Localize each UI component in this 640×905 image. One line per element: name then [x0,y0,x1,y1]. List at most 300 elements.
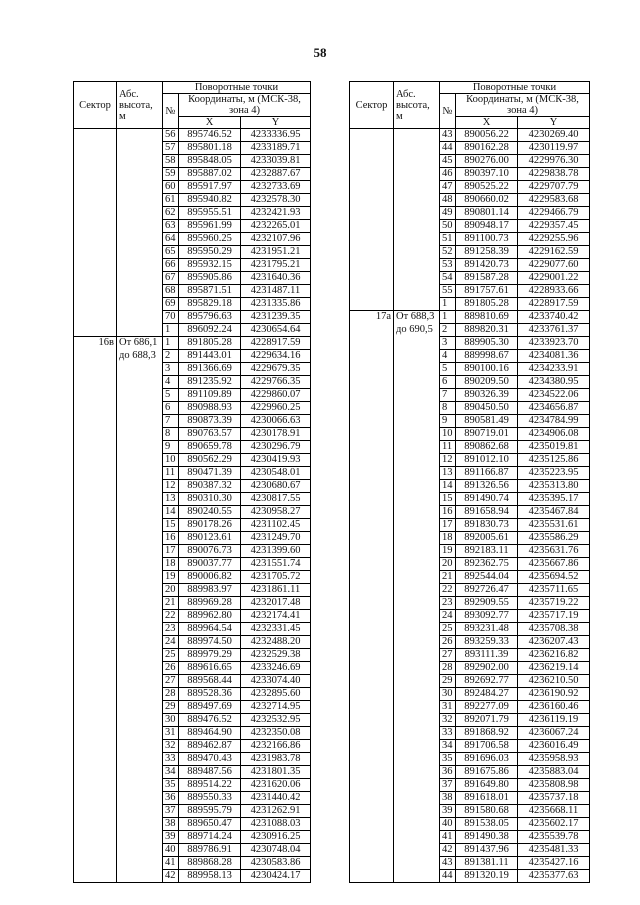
x-coordinate-cell: 889962.80 [179,610,241,623]
point-number-cell: 44 [440,142,456,155]
x-coordinate-cell: 891868.92 [456,727,518,740]
sector-cell [74,246,117,259]
x-coordinate-cell: 895905.86 [179,272,241,285]
altitude-cell [117,844,163,857]
altitude-cell [117,649,163,662]
table-row [350,350,590,363]
sector-cell [350,636,394,649]
table-row [350,597,590,610]
point-number-cell: 59 [163,168,179,181]
sector-cell [74,480,117,493]
x-coordinate-cell: 892909.55 [456,597,518,610]
sector-cell [350,779,394,792]
point-number-cell: 56 [163,129,179,142]
point-number-cell: 38 [440,792,456,805]
y-coordinate-cell: 4233740.42 [518,311,590,324]
point-number-cell: 34 [163,766,179,779]
x-coordinate-cell: 889464.90 [179,727,241,740]
sector-cell [74,584,117,597]
y-coordinate-cell: 4232350.08 [241,727,311,740]
x-coordinate-cell: 893111.39 [456,649,518,662]
point-number-cell: 2 [440,324,456,337]
sector-cell [350,350,394,363]
point-number-cell: 17 [163,545,179,558]
point-number-cell: 62 [163,207,179,220]
table-row [74,675,311,688]
table-row [350,181,590,194]
x-coordinate-cell: 893231.48 [456,623,518,636]
sector-cell [74,363,117,376]
y-coordinate-cell: 4230916.25 [241,831,311,844]
point-number-cell: 43 [440,857,456,870]
y-coordinate-cell: 4232895.60 [241,688,311,701]
x-coordinate-cell: 891420.73 [456,259,518,272]
x-coordinate-cell: 891805.28 [456,298,518,311]
altitude-cell [394,831,440,844]
table-row [74,259,311,272]
point-number-cell: 47 [440,181,456,194]
altitude-cell [394,493,440,506]
table-row [74,272,311,285]
altitude-cell [117,311,163,324]
table-row [74,610,311,623]
sector-cell [74,532,117,545]
y-coordinate-cell: 4228917.59 [518,298,590,311]
table-row [74,571,311,584]
point-number-cell: 31 [440,701,456,714]
table-row [74,753,311,766]
altitude-cell [394,155,440,168]
point-number-cell: 23 [163,623,179,636]
altitude-cell [394,857,440,870]
point-number-cell: 34 [440,740,456,753]
sector-cell [350,415,394,428]
table-row [74,363,311,376]
table-row [350,467,590,480]
y-coordinate-cell: 4229466.79 [518,207,590,220]
y-coordinate-cell: 4234656.87 [518,402,590,415]
y-coordinate-cell: 4235719.22 [518,597,590,610]
sector-cell [350,519,394,532]
x-coordinate-cell: 889868.28 [179,857,241,870]
y-coordinate-cell: 4233074.40 [241,675,311,688]
sector-cell [74,792,117,805]
header-sector: Сектор [74,82,117,129]
y-coordinate-cell: 4232488.20 [241,636,311,649]
point-number-cell: 15 [440,493,456,506]
x-coordinate-cell: 895746.52 [179,129,241,142]
y-coordinate-cell: 4234233.91 [518,363,590,376]
x-coordinate-cell: 890988.93 [179,402,241,415]
point-number-cell: 37 [163,805,179,818]
x-coordinate-cell: 890178.26 [179,519,241,532]
point-number-cell: 1 [440,298,456,311]
y-coordinate-cell: 4229707.79 [518,181,590,194]
table-row [74,870,311,883]
sector-cell [350,246,394,259]
table-row [74,766,311,779]
y-coordinate-cell: 4230296.79 [241,441,311,454]
point-number-cell: 61 [163,194,179,207]
y-coordinate-cell: 4235737.18 [518,792,590,805]
sector-cell [74,558,117,571]
table-row [74,168,311,181]
y-coordinate-cell: 4235539.78 [518,831,590,844]
table-row [350,662,590,675]
header-altitude-line2: высота, [396,99,430,111]
x-coordinate-cell: 890525.22 [456,181,518,194]
y-coordinate-cell: 4231399.60 [241,545,311,558]
table-row [350,129,590,142]
x-coordinate-cell: 891320.19 [456,870,518,883]
table-row [74,636,311,649]
sector-cell [74,311,117,324]
table-row [350,311,590,324]
table-row [350,753,590,766]
point-number-cell: 53 [440,259,456,272]
sector-cell [74,675,117,688]
y-coordinate-cell: 4232174.41 [241,610,311,623]
sector-cell [74,636,117,649]
x-coordinate-cell: 892277.09 [456,701,518,714]
altitude-cell [394,610,440,623]
table-row [74,740,311,753]
y-coordinate-cell: 4229960.25 [241,402,311,415]
point-number-cell: 8 [163,428,179,441]
sector-cell [74,441,117,454]
sector-cell [350,493,394,506]
x-coordinate-cell: 892692.77 [456,675,518,688]
y-coordinate-cell: 4231249.70 [241,532,311,545]
x-coordinate-cell: 889958.13 [179,870,241,883]
table-row [74,844,311,857]
point-number-cell: 24 [163,636,179,649]
table-row [350,623,590,636]
y-coordinate-cell: 4235019.81 [518,441,590,454]
altitude-cell [117,558,163,571]
point-number-cell: 20 [440,558,456,571]
y-coordinate-cell: 4235377.63 [518,870,590,883]
point-number-cell: 13 [163,493,179,506]
x-coordinate-cell: 890562.29 [179,454,241,467]
point-number-cell: 11 [440,441,456,454]
point-number-cell: 70 [163,311,179,324]
y-coordinate-cell: 4235717.19 [518,610,590,623]
y-coordinate-cell: 4234784.99 [518,415,590,428]
altitude-cell [117,259,163,272]
altitude-cell [117,740,163,753]
x-coordinate-cell: 891235.92 [179,376,241,389]
sector-cell [350,441,394,454]
sector-cell [74,259,117,272]
sector-cell: 16в [74,337,117,350]
table-row [74,233,311,246]
sector-cell [350,142,394,155]
point-number-cell: 9 [440,415,456,428]
y-coordinate-cell: 4236067.24 [518,727,590,740]
table-row [74,545,311,558]
sector-cell [350,818,394,831]
table-row [350,831,590,844]
sector-cell [350,766,394,779]
altitude-cell [394,740,440,753]
table-row [350,714,590,727]
y-coordinate-cell: 4235223.95 [518,467,590,480]
altitude-cell [117,142,163,155]
x-coordinate-cell: 895917.97 [179,181,241,194]
x-coordinate-cell: 889476.52 [179,714,241,727]
table-row [74,376,311,389]
table-row [74,129,311,142]
y-coordinate-cell: 4233761.37 [518,324,590,337]
altitude-cell [394,701,440,714]
x-coordinate-cell: 889820.31 [456,324,518,337]
table-row [350,675,590,688]
sector-cell [350,298,394,311]
table-row [350,857,590,870]
table-row [350,441,590,454]
header-altitude [117,82,163,129]
point-number-cell: 26 [440,636,456,649]
table-row [350,701,590,714]
y-coordinate-cell: 4231861.11 [241,584,311,597]
y-coordinate-cell: 4231262.91 [241,805,311,818]
point-number-cell: 10 [163,454,179,467]
y-coordinate-cell: 4236160.46 [518,701,590,714]
x-coordinate-cell: 895955.51 [179,207,241,220]
y-coordinate-cell: 4230424.17 [241,870,311,883]
x-coordinate-cell: 889528.36 [179,688,241,701]
y-coordinate-cell: 4233039.81 [241,155,311,168]
header-coordinates-line2: зона 4) [507,105,538,116]
point-number-cell: 42 [163,870,179,883]
x-coordinate-cell: 889462.87 [179,740,241,753]
x-coordinate-cell: 891109.89 [179,389,241,402]
table-row [350,389,590,402]
table-row [350,779,590,792]
x-coordinate-cell: 889595.79 [179,805,241,818]
altitude-cell [117,571,163,584]
altitude-cell [117,194,163,207]
y-coordinate-cell: 4229838.78 [518,168,590,181]
sector-cell [74,467,117,480]
point-number-cell: 1 [163,324,179,337]
header-coordinates [179,94,311,117]
header-altitude-line2: высота, [119,99,153,111]
table-row [74,623,311,636]
point-number-cell: 41 [440,831,456,844]
y-coordinate-cell: 4232887.67 [241,168,311,181]
sector-cell [350,558,394,571]
altitude-cell [394,675,440,688]
point-number-cell: 20 [163,584,179,597]
table-row [350,402,590,415]
point-number-cell: 18 [163,558,179,571]
table-row [350,506,590,519]
sector-cell [350,402,394,415]
sector-cell [74,766,117,779]
x-coordinate-cell: 891538.05 [456,818,518,831]
altitude-cell [117,792,163,805]
altitude-cell [394,519,440,532]
point-number-cell: 35 [440,753,456,766]
altitude-cell: до 690,5 [394,324,440,337]
point-number-cell: 42 [440,844,456,857]
altitude-cell [394,415,440,428]
y-coordinate-cell: 4231983.78 [241,753,311,766]
x-coordinate-cell: 895950.29 [179,246,241,259]
table-row [350,493,590,506]
x-coordinate-cell: 891757.61 [456,285,518,298]
sector-cell [350,168,394,181]
x-coordinate-cell: 889616.65 [179,662,241,675]
sector-cell [74,220,117,233]
altitude-cell [117,805,163,818]
altitude-cell [117,545,163,558]
point-number-cell: 57 [163,142,179,155]
header-altitude-line3: м [396,110,403,122]
header-altitude-line1: Абс. [119,88,139,100]
point-number-cell: 19 [440,545,456,558]
y-coordinate-cell: 4235631.76 [518,545,590,558]
sector-cell [350,337,394,350]
altitude-cell [117,493,163,506]
sector-cell [74,649,117,662]
y-coordinate-cell: 4231487.11 [241,285,311,298]
x-coordinate-cell: 890209.50 [456,376,518,389]
x-coordinate-cell: 891326.56 [456,480,518,493]
point-number-cell: 1 [163,337,179,350]
table-row [350,298,590,311]
x-coordinate-cell: 895932.15 [179,259,241,272]
sector-cell [74,233,117,246]
table-row [74,779,311,792]
x-coordinate-cell: 890276.00 [456,155,518,168]
sector-cell [74,740,117,753]
sector-cell [350,285,394,298]
table-row [350,480,590,493]
sector-cell [350,545,394,558]
table-row [350,532,590,545]
y-coordinate-cell: 4230583.86 [241,857,311,870]
sector-cell [350,701,394,714]
sector-cell [350,272,394,285]
sector-cell [74,753,117,766]
altitude-cell [394,168,440,181]
point-number-cell: 14 [163,506,179,519]
x-coordinate-cell: 891443.01 [179,350,241,363]
altitude-cell [117,402,163,415]
table-row [74,558,311,571]
altitude-cell [117,519,163,532]
point-number-cell: 39 [163,831,179,844]
y-coordinate-cell: 4232017.48 [241,597,311,610]
sector-cell [74,493,117,506]
point-number-cell: 26 [163,662,179,675]
point-number-cell: 69 [163,298,179,311]
point-number-cell: 1 [440,311,456,324]
sector-cell [350,220,394,233]
sector-cell [74,727,117,740]
table-row [74,441,311,454]
table-row [74,467,311,480]
table-row [74,714,311,727]
altitude-cell [394,766,440,779]
point-number-cell: 39 [440,805,456,818]
point-number-cell: 50 [440,220,456,233]
y-coordinate-cell: 4235808.98 [518,779,590,792]
point-number-cell: 21 [440,571,456,584]
y-coordinate-cell: 4230178.91 [241,428,311,441]
header-turn-points: Поворотные точки [163,82,311,94]
y-coordinate-cell: 4232578.30 [241,194,311,207]
y-coordinate-cell: 4231335.86 [241,298,311,311]
x-coordinate-cell: 890310.30 [179,493,241,506]
sector-cell [74,857,117,870]
x-coordinate-cell: 895796.63 [179,311,241,324]
point-number-cell: 67 [163,272,179,285]
sector-cell [74,142,117,155]
x-coordinate-cell: 890100.16 [456,363,518,376]
sector-cell [350,467,394,480]
sector-cell [74,207,117,220]
y-coordinate-cell: 4230748.04 [241,844,311,857]
point-number-cell: 37 [440,779,456,792]
table-row [74,415,311,428]
x-coordinate-cell: 889810.69 [456,311,518,324]
table-row [350,285,590,298]
point-number-cell: 12 [163,480,179,493]
y-coordinate-cell: 4235711.65 [518,584,590,597]
y-coordinate-cell: 4229357.45 [518,220,590,233]
altitude-cell [394,623,440,636]
y-coordinate-cell: 4231551.74 [241,558,311,571]
table-row [350,870,590,883]
altitude-cell [117,363,163,376]
y-coordinate-cell: 4234522.06 [518,389,590,402]
point-number-cell: 54 [440,272,456,285]
y-coordinate-cell: 4229860.07 [241,389,311,402]
y-coordinate-cell: 4232733.69 [241,181,311,194]
point-number-cell: 40 [440,818,456,831]
table-row [74,207,311,220]
y-coordinate-cell: 4235694.52 [518,571,590,584]
header-altitude-line3: м [119,110,126,122]
table-row [74,324,311,337]
x-coordinate-cell: 891366.69 [179,363,241,376]
point-number-cell: 36 [440,766,456,779]
point-number-cell: 30 [440,688,456,701]
x-coordinate-cell: 889487.56 [179,766,241,779]
altitude-cell [394,818,440,831]
point-number-cell: 51 [440,233,456,246]
altitude-cell [394,129,440,142]
y-coordinate-cell: 4231102.45 [241,519,311,532]
sector-cell [74,844,117,857]
x-coordinate-cell: 890037.77 [179,558,241,571]
altitude-cell [394,233,440,246]
sector-cell [74,701,117,714]
table-row [74,597,311,610]
altitude-cell [394,181,440,194]
x-coordinate-cell: 896092.24 [179,324,241,337]
sector-cell [350,194,394,207]
point-number-cell: 38 [163,818,179,831]
table-row [74,805,311,818]
altitude-cell [394,363,440,376]
altitude-cell [117,246,163,259]
table-row [350,363,590,376]
